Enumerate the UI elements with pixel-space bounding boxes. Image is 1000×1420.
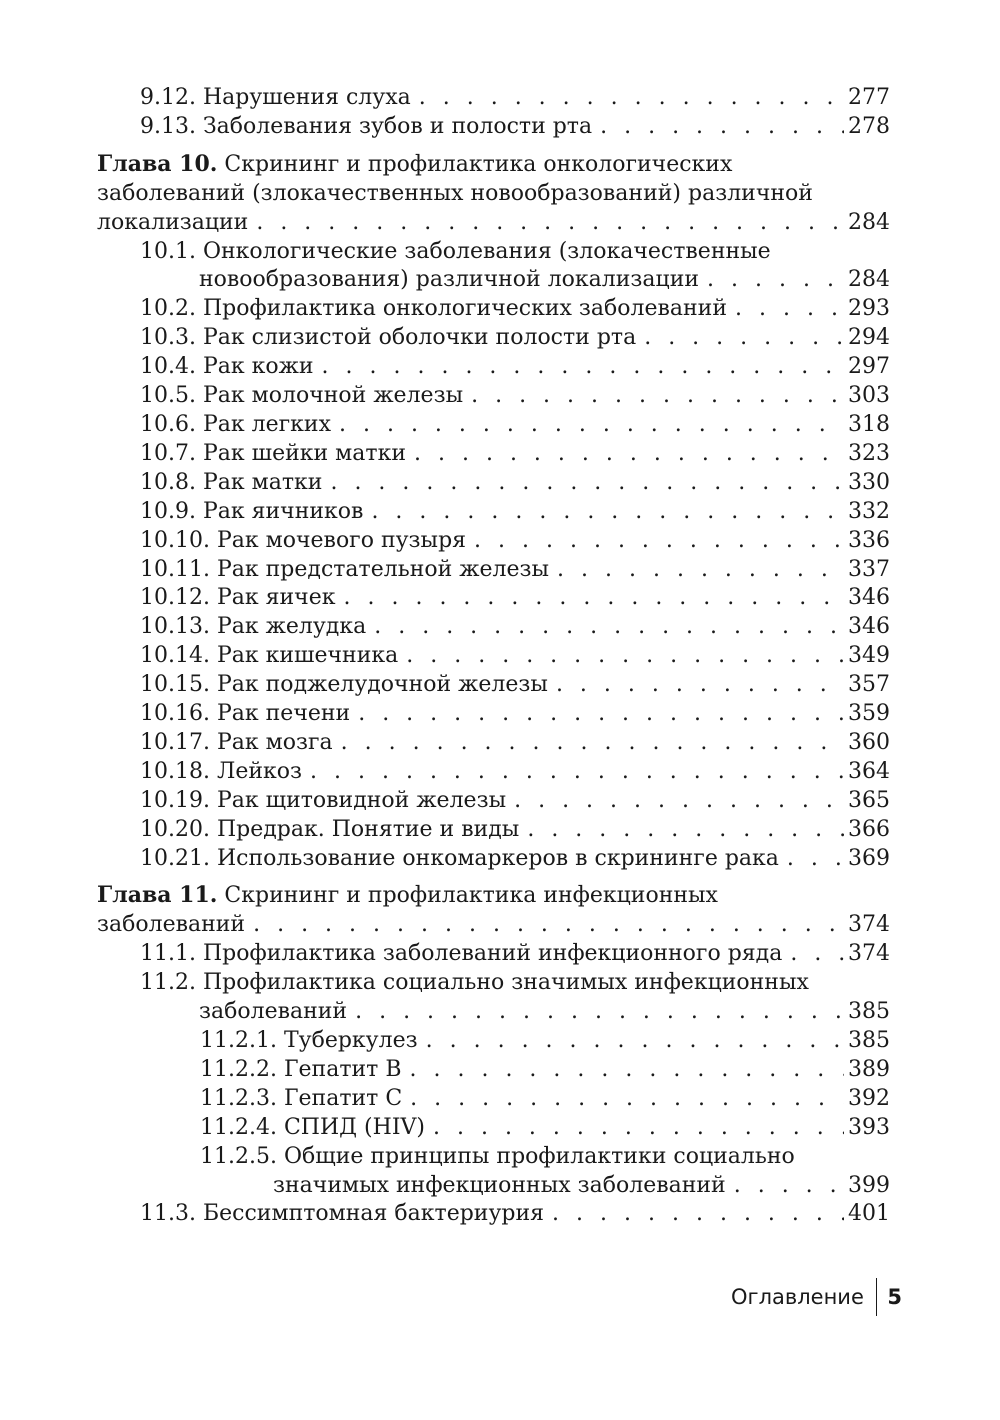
toc-entry-page: 399 (848, 1172, 890, 1198)
toc-entry-page: 277 (848, 85, 890, 110)
toc-chapter-11[interactable] (97, 881, 890, 940)
toc-entry-title: 10.1. Онкологические заболевания (злокачественные (140, 238, 771, 264)
leader-dots (355, 998, 844, 1027)
toc-entry-10-1[interactable] (97, 238, 890, 296)
leader-dots (474, 527, 844, 556)
toc-entry-title: 11.2.2. Гепатит В (200, 1056, 402, 1082)
toc-entry-page: 369 (848, 845, 890, 871)
leader-dots (514, 787, 844, 816)
leader-dots (341, 729, 844, 758)
toc-entry-title: 10.17. Рак мозга (140, 729, 333, 755)
toc-entry-title: новообразования) различной локализации (199, 267, 700, 293)
toc-entry-page: 332 (848, 498, 890, 524)
toc-entry-page: 346 (848, 585, 890, 611)
toc-entry-title: 10.4. Рак кожи (140, 354, 314, 380)
toc-entry-page: 323 (848, 440, 890, 466)
leader-dots (433, 1114, 844, 1143)
chapter-title: заболеваний (97, 912, 246, 938)
toc-entry-title: 10.21. Использование онкомаркеров в скрининге рака (140, 845, 779, 871)
toc-entry-title: 11.2.4. СПИД (HIV) (200, 1114, 425, 1140)
chapter-title: Скрининг и профилактика инфекционных (217, 883, 718, 909)
leader-dots (471, 382, 844, 411)
toc-entry-page: 401 (848, 1201, 890, 1227)
toc-entry-page: 389 (848, 1056, 890, 1082)
leader-dots (735, 295, 844, 324)
toc-entry-11-2-2[interactable] (97, 1056, 890, 1085)
toc-entry-11-2-1[interactable] (97, 1027, 890, 1056)
toc-entry-continuation (97, 998, 890, 1027)
toc-entry-title: 10.10. Рак мочевого пузыря (140, 527, 467, 553)
toc-entry-11-1[interactable] (97, 940, 890, 969)
leader-dots (322, 353, 844, 382)
toc-entry-page: 392 (848, 1085, 890, 1111)
toc-entry-title: заболеваний (199, 999, 348, 1025)
toc-entry-11-2-3[interactable] (97, 1085, 890, 1114)
toc-entry-title: 11.2.5. Общие принципы профилактики социально (200, 1143, 795, 1169)
leader-dots (527, 816, 844, 845)
toc-entry-10-10[interactable] (97, 527, 890, 556)
toc-entry-title: 10.7. Рак шейки матки (140, 440, 406, 466)
leader-dots (339, 411, 844, 440)
toc-entry-title: 11.1. Профилактика заболеваний инфекционного ряда (140, 941, 783, 967)
toc-entry-continuation (97, 266, 890, 295)
toc-entry-10-13[interactable] (97, 613, 890, 642)
toc-entry-page: 360 (848, 729, 890, 755)
toc-entry-page: 293 (848, 296, 890, 322)
toc-entry-10-6[interactable] (97, 411, 890, 440)
toc-entry-10-4[interactable] (97, 353, 890, 382)
toc-entry-title: 9.13. Заболевания зубов и полости рта (140, 113, 593, 139)
toc-entry-title: 10.5. Рак молочной железы (140, 383, 464, 409)
leader-dots (734, 1172, 844, 1201)
chapter-label: Глава 11. (97, 882, 218, 909)
leader-dots (790, 940, 844, 969)
toc-entry-page: 346 (848, 614, 890, 640)
leader-dots (600, 113, 844, 142)
chapter-label: Глава 10. (97, 150, 218, 177)
toc-entry-10-19[interactable] (97, 787, 890, 816)
toc-entry-title: 10.16. Рак печени (140, 701, 351, 727)
leader-dots (557, 556, 844, 585)
toc-entry-page: 374 (848, 941, 890, 967)
toc-entry-title: 10.18. Лейкоз (140, 758, 303, 784)
running-footer-section: Оглавление (731, 1285, 864, 1309)
leader-dots (419, 84, 844, 113)
chapter-title-line (97, 150, 890, 180)
toc-entry-page: 303 (848, 383, 890, 409)
toc-entry-page: 365 (848, 787, 890, 813)
leader-dots (256, 209, 844, 238)
toc-entry-10-17[interactable] (97, 729, 890, 758)
toc-entry-10-15[interactable] (97, 671, 890, 700)
toc-entry-10-21[interactable] (97, 845, 890, 874)
leader-dots (344, 584, 845, 613)
toc-entry-title: 10.20. Предрак. Понятие и виды (140, 816, 520, 842)
toc-entry-page: 366 (848, 816, 890, 842)
toc-entry-10-9[interactable] (97, 498, 890, 527)
chapter-title: Скрининг и профилактика онкологических (217, 151, 733, 177)
leader-dots (787, 845, 844, 874)
toc-chapter-10[interactable] (97, 150, 890, 238)
toc-entry-10-2[interactable] (97, 295, 890, 324)
toc-entry-10-5[interactable] (97, 382, 890, 411)
leader-dots (644, 324, 844, 353)
toc-entry-9-13[interactable] (97, 113, 890, 142)
toc-entry-page: 385 (848, 1028, 890, 1053)
toc-entry-page: 294 (848, 325, 890, 351)
toc-entry-continuation (97, 1172, 890, 1201)
toc-entry-title: 10.12. Рак яичек (140, 585, 336, 611)
toc-entry-10-16[interactable] (97, 700, 890, 729)
chapter-title-last-line (97, 209, 890, 238)
toc-entry-page: 359 (848, 701, 890, 727)
toc-entry-title: 10.8. Рак матки (140, 469, 323, 495)
leader-dots (330, 469, 844, 498)
footer-divider (876, 1278, 878, 1316)
toc-entry-page: 330 (848, 469, 890, 495)
toc-entry-10-11[interactable] (97, 556, 890, 585)
toc-entry-page: 297 (848, 354, 890, 380)
toc-entry-title: 11.2.1. Туберкулез (200, 1028, 418, 1053)
leader-dots (410, 1085, 844, 1114)
leader-dots (410, 1056, 845, 1085)
toc-entry-10-20[interactable] (97, 816, 890, 845)
toc-entry-title: значимых инфекционных заболеваний (273, 1172, 726, 1198)
toc-entry-title: 10.6. Рак легких (140, 411, 331, 437)
leader-dots (414, 440, 844, 469)
toc-entry-page: 393 (848, 1114, 890, 1140)
table-of-contents (97, 84, 890, 1229)
toc-entry-title: 10.9. Рак яичников (140, 498, 364, 524)
toc-entry-page: 374 (848, 912, 890, 938)
chapter-title: локализации (97, 209, 249, 235)
toc-entry-page: 364 (848, 758, 890, 784)
toc-entry-title: 11.2. Профилактика социально значимых инфекционных (140, 970, 809, 996)
page-footer (731, 1278, 902, 1316)
toc-entry-title: 10.14. Рак кишечника (140, 643, 399, 669)
leader-dots (374, 613, 844, 642)
chapter-title-line (97, 881, 890, 911)
toc-entry-page: 336 (848, 527, 890, 553)
toc-entry-11-2-4[interactable] (97, 1114, 890, 1143)
leader-dots (426, 1027, 844, 1056)
toc-entry-10-12[interactable] (97, 584, 890, 613)
leader-dots (556, 671, 844, 700)
toc-entry-page: 318 (848, 411, 890, 437)
toc-entry-page: 349 (848, 643, 890, 669)
leader-dots (358, 700, 844, 729)
leader-dots (406, 642, 844, 671)
leader-dots (707, 266, 844, 295)
toc-entry-title: 10.2. Профилактика онкологических заболеваний (140, 296, 728, 322)
toc-entry-page: 284 (848, 267, 890, 293)
toc-entry-page: 278 (848, 113, 890, 139)
toc-entry-page: 357 (848, 672, 890, 698)
chapter-title-last-line (97, 911, 890, 940)
toc-entry-10-8[interactable] (97, 469, 890, 498)
page-number: 5 (887, 1285, 902, 1309)
toc-entry-10-3[interactable] (97, 324, 890, 353)
toc-entry-page: 385 (848, 999, 890, 1025)
toc-entry-title: 10.19. Рак щитовидной железы (140, 787, 507, 813)
toc-entry-title: 11.3. Бессимптомная бактериурия (140, 1201, 545, 1227)
toc-entry-title: 10.15. Рак поджелудочной железы (140, 672, 548, 698)
toc-entry-10-14[interactable] (97, 642, 890, 671)
toc-entry-title: 10.11. Рак предстательной железы (140, 556, 550, 582)
toc-entry-9-12[interactable] (97, 84, 890, 113)
toc-entry-page: 284 (848, 209, 890, 235)
leader-dots (310, 758, 844, 787)
toc-entry-10-7[interactable] (97, 440, 890, 469)
toc-entry-10-18[interactable] (97, 758, 890, 787)
chapter-title-line: заболеваний (злокачественных новообразований) различной (97, 180, 813, 206)
leader-dots (253, 911, 844, 940)
leader-dots (552, 1200, 844, 1229)
toc-entry-11-3[interactable] (97, 1200, 890, 1229)
toc-entry-title: 9.12. Нарушения слуха (140, 85, 411, 110)
toc-entry-title: 10.3. Рак слизистой оболочки полости рта (140, 325, 637, 351)
toc-entry-title: 10.13. Рак желудка (140, 614, 367, 640)
toc-entry-title: 11.2.3. Гепатит С (200, 1085, 403, 1111)
toc-entry-11-2[interactable] (97, 969, 890, 1027)
leader-dots (371, 498, 844, 527)
toc-entry-11-2-5[interactable] (97, 1143, 890, 1201)
toc-entry-page: 337 (848, 556, 890, 582)
